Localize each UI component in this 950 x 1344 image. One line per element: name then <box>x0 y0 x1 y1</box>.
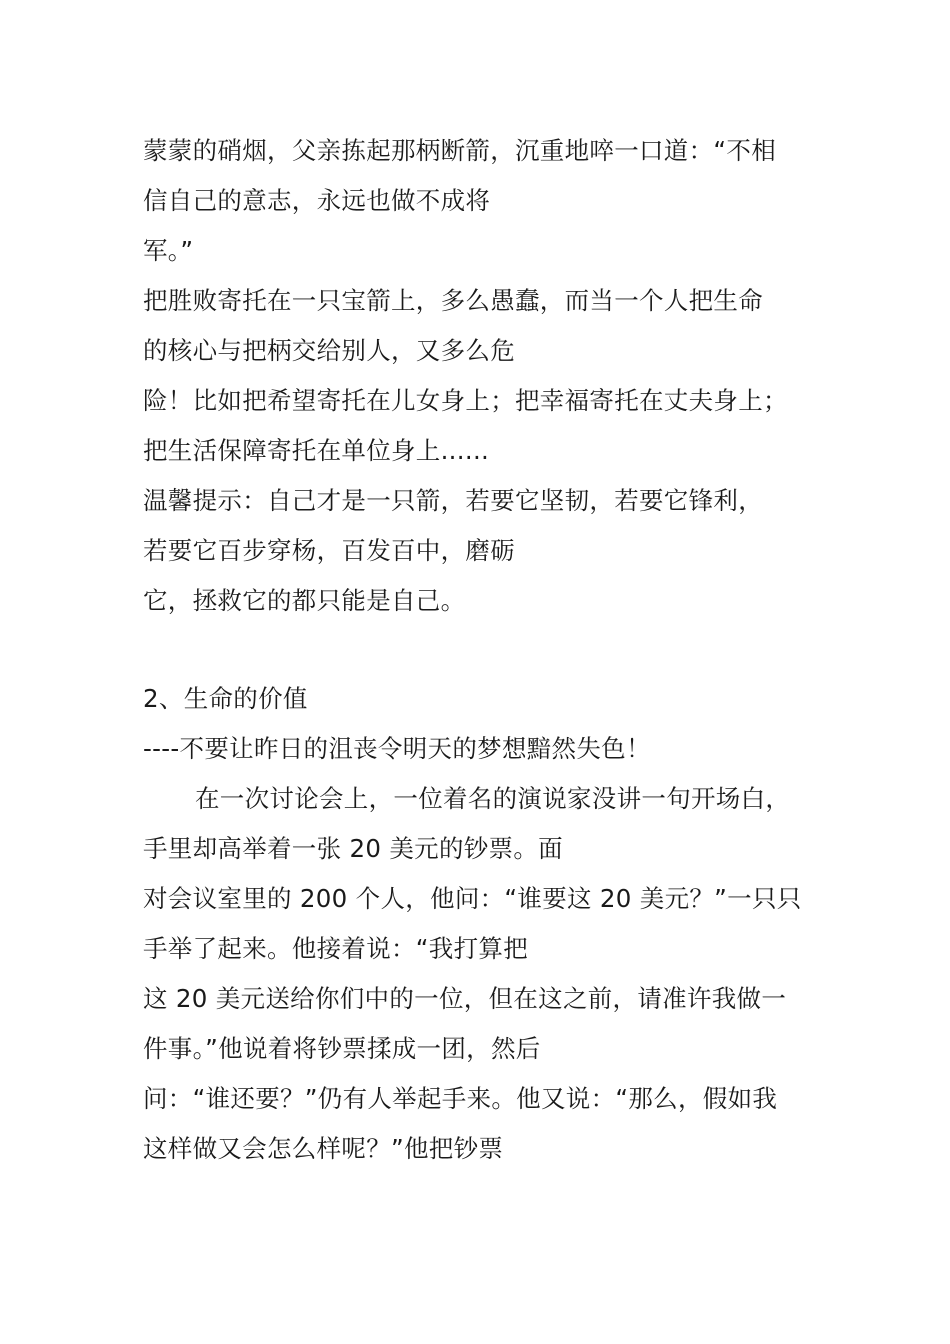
text-line: 它，拯救它的都只能是自己。 <box>143 586 466 615</box>
text-line: 件事。”他说着将钞票揉成一团，然后 <box>143 1034 541 1063</box>
text-line: 信自己的意志，永远也做不成将 <box>143 186 491 215</box>
section-1-body <box>143 126 823 626</box>
document-page <box>143 126 823 1174</box>
text-line: 军。” <box>143 236 194 265</box>
section-spacer <box>143 626 823 674</box>
section-subtitle: ----不要让昨日的沮丧令明天的梦想黯然失色！ <box>143 734 651 763</box>
paragraph-first-line: 在一次讨论会上，一位着名的演说家没讲一句开场白， <box>195 784 791 813</box>
text-line: 蒙蒙的硝烟，父亲拣起那柄断箭，沉重地啐一口道：“不相 <box>143 136 776 165</box>
section-heading: 2、生命的价值 <box>143 684 308 713</box>
text-line: 对会议室里的 200 个人，他问：“谁要这 20 美元？”一只只 <box>143 884 802 913</box>
text-line: 这 20 美元送给你们中的一位，但在这之前，请准许我做一 <box>143 984 787 1013</box>
text-line: 险！比如把希望寄托在儿女身上；把幸福寄托在丈夫身上； <box>143 386 788 415</box>
section-2 <box>143 674 823 1174</box>
text-line: 问：“谁还要？”仍有人举起手来。他又说：“那么，假如我 <box>143 1084 778 1113</box>
text-line: 这样做又会怎么样呢？”他把钞票 <box>143 1134 504 1163</box>
text-line: 的核心与把柄交给别人，又多么危 <box>143 336 515 365</box>
text-line: 手举了起来。他接着说：“我打算把 <box>143 934 528 963</box>
text-line: 手里却高举着一张 20 美元的钞票。面 <box>143 834 563 863</box>
text-line: 把生活保障寄托在单位身上...... <box>143 436 490 465</box>
text-line: 温馨提示：自己才是一只箭，若要它坚韧，若要它锋利， <box>143 486 763 515</box>
text-line: 若要它百步穿杨，百发百中，磨砺 <box>143 536 515 565</box>
text-line: 把胜败寄托在一只宝箭上，多么愚蠢，而当一个人把生命 <box>143 286 763 315</box>
